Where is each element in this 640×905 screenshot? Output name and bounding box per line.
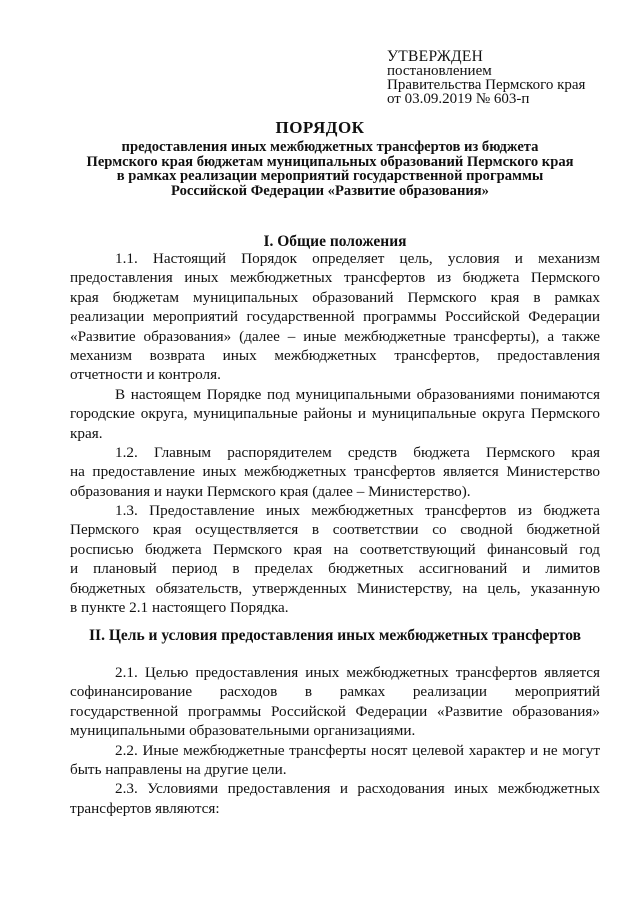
text-line: В настоящем Порядке под муниципальными образованиями понимаются	[115, 385, 600, 403]
subtitle-line: в рамках реализации мероприятий государственной программы	[116, 168, 544, 184]
text-line: 1.2. Главным распорядителем средств бюджета Пермского края	[115, 443, 600, 461]
section-1-heading: I. Общие положения	[263, 233, 407, 250]
document-title: ПОРЯДОК	[275, 118, 365, 137]
text-line: 2.3. Условиями предоставления и расходования иных межбюджетных	[115, 780, 600, 798]
text-line: 2.1. Целью предоставления иных межбюджетных трансфертов является	[115, 664, 600, 681]
text-line: бюджетных обязательств, утвержденных Министерству, на цель, указанную	[70, 579, 600, 597]
approved-label: УТВЕРЖДЕН	[387, 48, 484, 65]
text-line: муниципальными образовательными организациями.	[70, 722, 416, 740]
subtitle-line: предоставления иных межбюджетных трансфертов из бюджета	[121, 139, 539, 155]
section-2-body	[70, 663, 600, 818]
paragraph-2-3	[70, 779, 600, 818]
approval-stamp	[387, 50, 627, 106]
text-line: 1.1. Настоящий Порядок определяет цель, условия и механизм	[115, 250, 600, 267]
text-line: реализации мероприятий государственной программы Российской Федерации	[70, 308, 600, 326]
paragraph-2-2	[70, 741, 600, 780]
subtitle-line: Пермского края бюджетам муниципальных образований Пермского края	[86, 153, 574, 170]
paragraph-1-3	[70, 501, 600, 617]
text-line: софинансирование расходов в рамках реализации мероприятий	[70, 683, 600, 701]
approval-line-1: постановлением	[387, 63, 492, 79]
text-line: быть направлены на другие цели.	[70, 760, 287, 778]
text-line: механизм возврата иных межбюджетных трансфертов, предоставления	[70, 346, 600, 364]
paragraph-1-1-b	[70, 385, 600, 443]
approval-line-2: Правительства Пермского края	[387, 77, 586, 93]
text-line: государственной программы Российской Федерации «Развитие образования»	[70, 702, 600, 720]
approval-line-3: от 03.09.2019 № 603-п	[387, 91, 530, 107]
text-line: образования и науки Пермского края (далее – Министерство).	[70, 482, 471, 500]
subtitle-line: Российской Федерации «Развитие образования»	[171, 182, 489, 199]
paragraph-1-1	[70, 249, 600, 385]
text-line: «Развитие образования» (далее – иные межбюджетные трансферты), а также	[70, 327, 600, 345]
text-line: трансфертов являются:	[70, 799, 220, 817]
text-line: края бюджетам муниципальных образований Пермского края в рамках	[70, 288, 600, 306]
section-1-body	[70, 249, 600, 617]
text-line: предоставления иных межбюджетных трансфертов из бюджета Пермского	[70, 269, 600, 287]
section-2-heading: II. Цель и условия предоставления иных межбюджетных трансфертов	[89, 627, 581, 644]
text-line: 2.2. Иные межбюджетные трансферты носят целевой характер и не могут	[115, 741, 600, 759]
text-line: росписью бюджета Пермского края на соответствующий финансовый год	[70, 540, 600, 558]
paragraph-2-1	[70, 663, 600, 741]
text-line: края.	[70, 424, 103, 442]
text-line: и плановый период в пределах бюджетных ассигнований и лимитов	[70, 560, 600, 578]
text-line: на предоставление иных межбюджетных трансфертов является Министерство	[70, 463, 600, 481]
document-subtitle	[60, 140, 600, 198]
text-line: в пункте 2.1 настоящего Порядка.	[70, 599, 289, 617]
text-line: 1.3. Предоставление иных межбюджетных трансфертов из бюджета	[115, 502, 600, 520]
text-line: городские округа, муниципальные районы и муниципальные округа Пермского	[70, 405, 600, 423]
paragraph-1-2	[70, 443, 600, 501]
text-line: отчетности и контроля.	[70, 366, 221, 384]
text-line: Пермского края осуществляется в соответствии со сводной бюджетной	[70, 521, 600, 539]
